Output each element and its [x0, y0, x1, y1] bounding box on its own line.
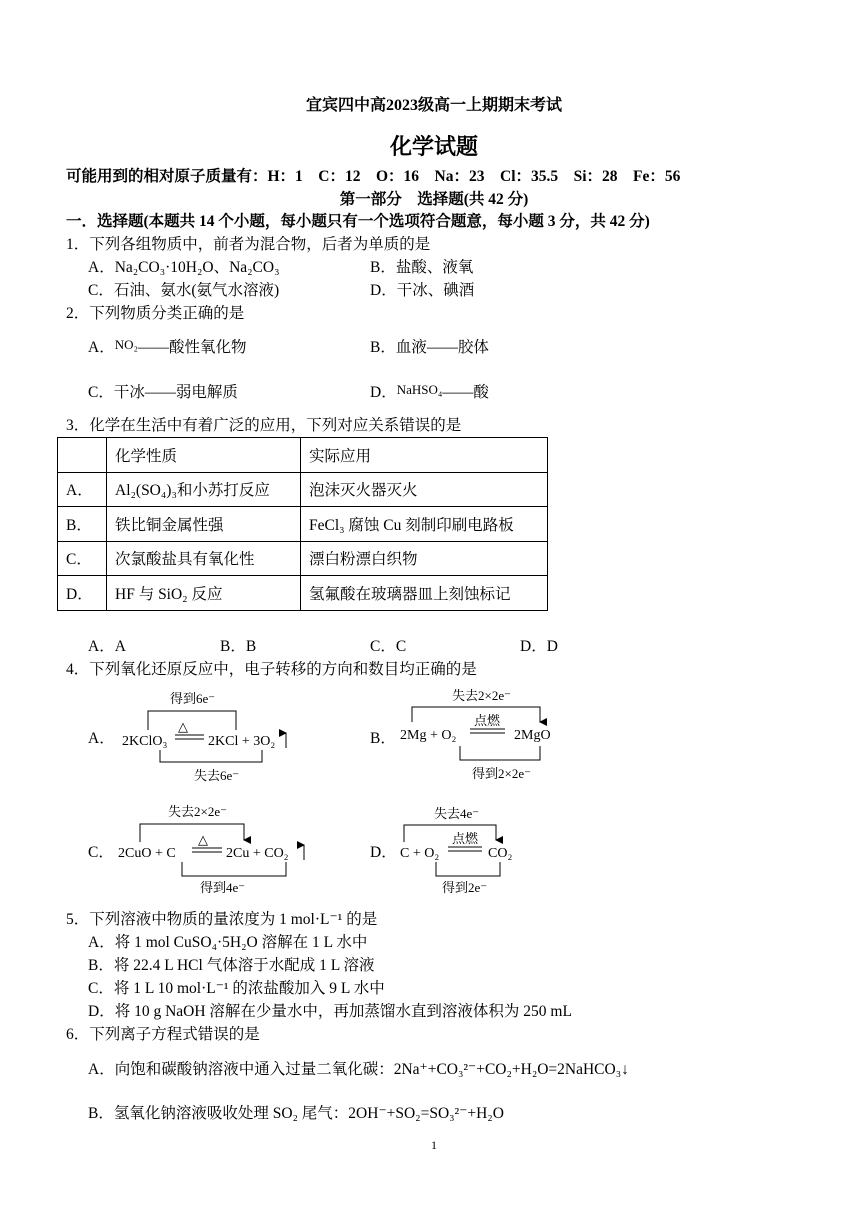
- q4-a-lose: 失去6e⁻: [194, 768, 240, 783]
- q1-option-d: D．干冰、碘酒: [370, 282, 475, 299]
- q1-stem: 1．下列各组物质中，前者为混合物，后者为单质的是: [66, 236, 431, 253]
- q3-option-a: A．A: [88, 638, 126, 655]
- q4-a-label: A．: [88, 730, 115, 747]
- section-title: 一．选择题(本题共 14 个小题，每小题只有一个选项符合题意，每小题 3 分，共 42 分): [66, 213, 650, 230]
- q2-option-a: A．NO₂——酸性氧化物: [88, 337, 247, 356]
- q4-d-lose: 失去4e⁻: [434, 806, 480, 821]
- column-header: 实际应用: [301, 438, 548, 473]
- column-header: 化学性质: [107, 438, 301, 473]
- q4-d-reactant: C + O₂: [400, 846, 440, 861]
- q4-a-heat: △: [178, 719, 188, 734]
- q6-option-b: B．氢氧化钠溶液吸收处理 SO₂ 尾气：2OH⁻+SO₂=SO₃²⁻+H₂O: [88, 1105, 504, 1122]
- q3-option-b: B．B: [220, 638, 257, 655]
- q5-option-b: B．将 22.4 L HCl 气体溶于水配成 1 L 溶液: [88, 957, 375, 974]
- q4-c-heat: △: [198, 832, 208, 847]
- q3-option-d: D．D: [520, 638, 558, 655]
- q1-option-b: B．盐酸、液氧: [370, 259, 474, 276]
- q4-b-condition: 点燃: [474, 713, 501, 728]
- q4-b-lose: 失去2×2e⁻: [452, 688, 511, 703]
- q4-a-gain: 得到6e⁻: [170, 691, 216, 706]
- q4-stem: 4．下列氧化还原反应中，电子转移的方向和数目均正确的是: [66, 661, 477, 678]
- q4-b-label: B．: [370, 730, 396, 747]
- q4-d-condition: 点燃: [452, 831, 479, 846]
- q4-c-label: C．: [88, 844, 114, 861]
- part-title: 第一部分 选择题(共 42 分): [339, 191, 529, 208]
- q1-option-c: C．石油、氨水(氨气水溶液): [88, 282, 280, 299]
- q5-option-a: A．将 1 mol CuSO₄·5H₂O 溶解在 1 L 水中: [88, 934, 368, 951]
- q2-option-b: B．血液——胶体: [370, 339, 489, 356]
- q6-stem: 6．下列离子方程式错误的是: [66, 1026, 260, 1043]
- page-number: 1: [431, 1138, 437, 1152]
- q4-c-gain: 得到4e⁻: [200, 880, 246, 895]
- q3-stem: 3．化学在生活中有着广泛的应用，下列对应关系错误的是: [66, 417, 462, 434]
- q4-a-product: 2KCl + 3O₂: [208, 734, 276, 749]
- q4-b-product: 2MgO: [514, 728, 551, 743]
- table-row: B． 铁比铜金属性强 FeCl₃ 腐蚀 Cu 刻制印刷电路板: [58, 507, 548, 542]
- q5-stem: 5．下列溶液中物质的量浓度为 1 mol·L⁻¹ 的是: [66, 911, 378, 928]
- q4-b-gain: 得到2×2e⁻: [472, 766, 531, 781]
- q5-option-d: D．将 10 g NaOH 溶解在少量水中，再加蒸馏水直到溶液体积为 250 mL: [88, 1003, 572, 1020]
- q2-option-c: C．干冰——弱电解质: [88, 384, 238, 401]
- table-row: C． 次氯酸盐具有氧化性 漂白粉漂白织物: [58, 541, 548, 576]
- q4-c-reactant: 2CuO + C: [118, 846, 176, 861]
- atomic-masses: 可能用到的相对原子质量有：H：1 C：12 O：16 Na：23 Cl：35.5 Si：28 Fe：56: [66, 168, 681, 185]
- q4-b-reactant: 2Mg + O₂: [400, 728, 457, 743]
- table-row: D． HF 与 SiO₂ 反应 氢氟酸在玻璃器皿上刻蚀标记: [58, 576, 548, 611]
- q4-c-product: 2Cu + CO₂: [226, 846, 289, 861]
- q4-a-reactant: 2KClO₃: [122, 734, 168, 749]
- subject-title: 化学试题: [389, 134, 478, 159]
- q1-option-a: A．Na₂CO₃·10H₂O、Na₂CO₃: [88, 259, 280, 276]
- exam-title: 宜宾四中高2023级高一上期期末考试: [305, 97, 562, 114]
- table-row: A． Al₂(SO₄)₃和小苏打反应 泡沫灭火器灭火: [58, 472, 548, 507]
- q2-option-d: D．NaHSO₄——酸: [370, 382, 489, 401]
- q2-stem: 2．下列物质分类正确的是: [66, 305, 245, 322]
- q4-c-lose: 失去2×2e⁻: [168, 804, 227, 819]
- q4-d-gain: 得到2e⁻: [442, 880, 488, 895]
- q3-option-c: C．C: [370, 638, 407, 655]
- q6-option-a: A．向饱和碳酸钠溶液中通入过量二氧化碳：2Na⁺+CO₃²⁻+CO₂+H₂O=2NaHCO₃↓: [88, 1061, 629, 1078]
- q4-d-product: CO₂: [488, 846, 513, 861]
- q4-d-label: D．: [370, 844, 397, 861]
- q5-option-c: C．将 1 L 10 mol·L⁻¹ 的浓盐酸加入 9 L 水中: [88, 980, 385, 997]
